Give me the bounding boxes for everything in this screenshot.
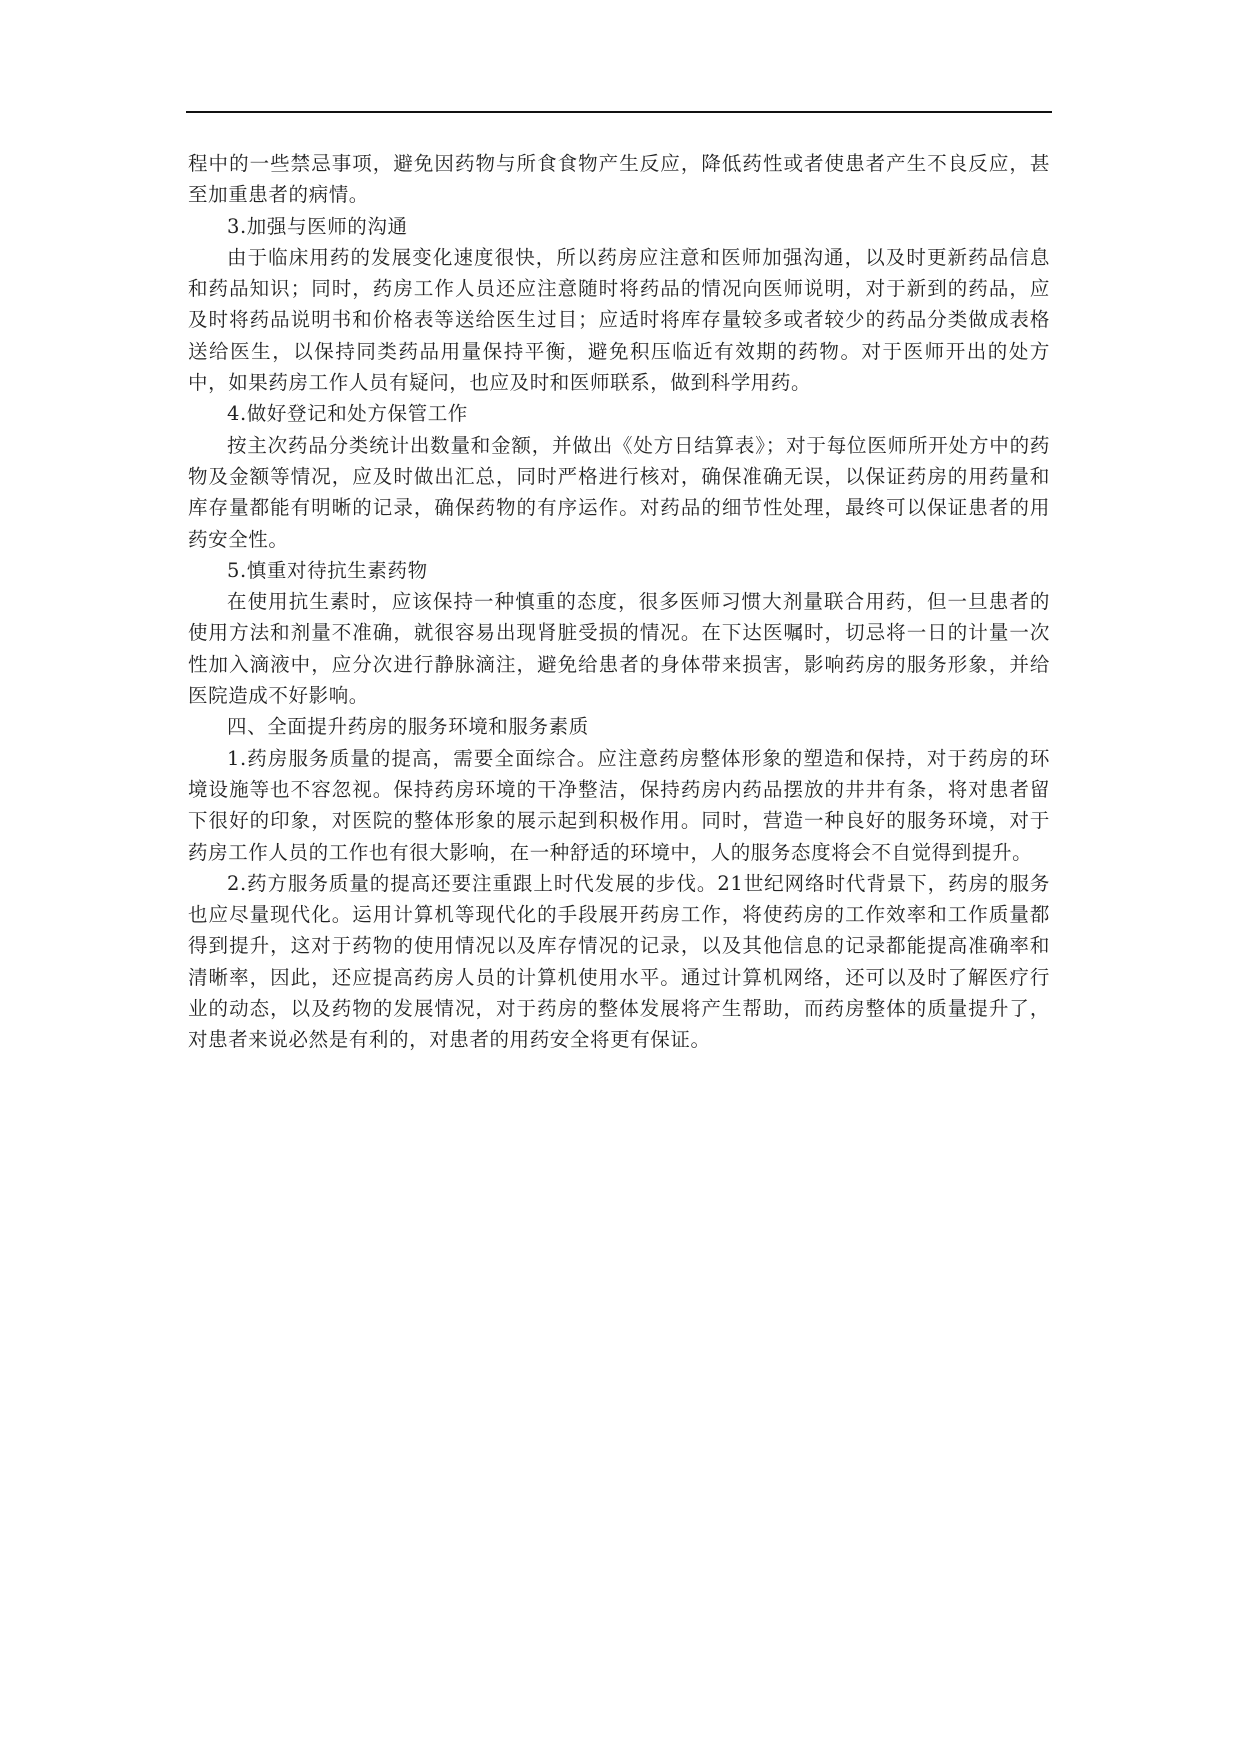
paragraph: 在使用抗生素时，应该保持一种慎重的态度，很多医师习惯大剂量联合用药，但一旦患者的使用方法和剂量不准确，就很容易出现肾脏受损的情况。在下达医嘱时，切忌将一日的计量一次性加入滴液中，应分次进行静脉滴注，避免给患者的身体带来损害，影响药房的服务形象，并给医院造成不好影响。 xyxy=(188,590,1050,708)
section-heading-5: 5.慎重对待抗生素药物 xyxy=(227,558,428,582)
paragraph: 按主次药品分类统计出数量和金额，并做出《处方日结算表》；对于每位医师所开处方中的药物及金额等情况，应及时做出汇总，同时严格进行核对，确保准确无误，以保证药房的用药量和库存量都能有明晰的记录，确保药物的有序运作。对药品的细节性处理，最终可以保证患者的用药安全性。 xyxy=(188,433,1050,551)
paragraph: 由于临床用药的发展变化速度很快，所以药房应注意和医师加强沟通，以及时更新药品信息和药品知识；同时，药房工作人员还应注意随时将药品的情况向医师说明，对于新到的药品，应及时将药品说明书和价格表等送给医生过目；应适时将库存量较多或者较少的药品分类做成表格送给医生，以保持同类药品用量保持平衡，避免积压临近有效期的药物。对于医师开出的处方中，如果药房工作人员有疑问，也应及时和医师联系，做到科学用药。 xyxy=(188,245,1050,395)
chapter-heading-4: 四、全面提升药房的服务环境和服务素质 xyxy=(227,715,589,739)
paragraph: 2.药方服务质量的提高还要注重跟上时代发展的步伐。21世纪网络时代背景下，药房的服务也应尽量现代化。运用计算机等现代化的手段展开药房工作，将使药房的工作效率和工作质量都得到提升，这对于药物的使用情况以及库存情况的记录，以及其他信息的记录都能提高准确率和清晰率，因此，还应提高药房人员的计算机使用水平。通过计算机网络，还可以及时了解医疗行业的动态，以及药物的发展情况，对于药房的整体发展将产生帮助，而药房整体的质量提升了，对患者来说必然是有利的，对患者的用药安全将更有保证。 xyxy=(188,871,1050,1052)
paragraph: 1.药房服务质量的提高，需要全面综合。应注意药房整体形象的塑造和保持，对于药房的环境设施等也不容忽视。保持药房环境的干净整洁，保持药房内药品摆放的井井有条，将对患者留下很好的印象，对医院的整体形象的展示起到积极作用。同时，营造一种良好的服务环境，对于药房工作人员的工作也有很大影响，在一种舒适的环境中，人的服务态度将会不自觉得到提升。 xyxy=(188,746,1050,864)
paragraph-continued: 程中的一些禁忌事项，避免因药物与所食食物产生反应，降低药性或者使患者产生不良反应，甚至加重患者的病情。 xyxy=(188,152,1050,207)
header-rule xyxy=(186,111,1052,113)
document-body xyxy=(188,148,1050,1056)
section-heading-3: 3.加强与医师的沟通 xyxy=(227,214,408,238)
section-heading-4: 4.做好登记和处方保管工作 xyxy=(227,402,468,426)
